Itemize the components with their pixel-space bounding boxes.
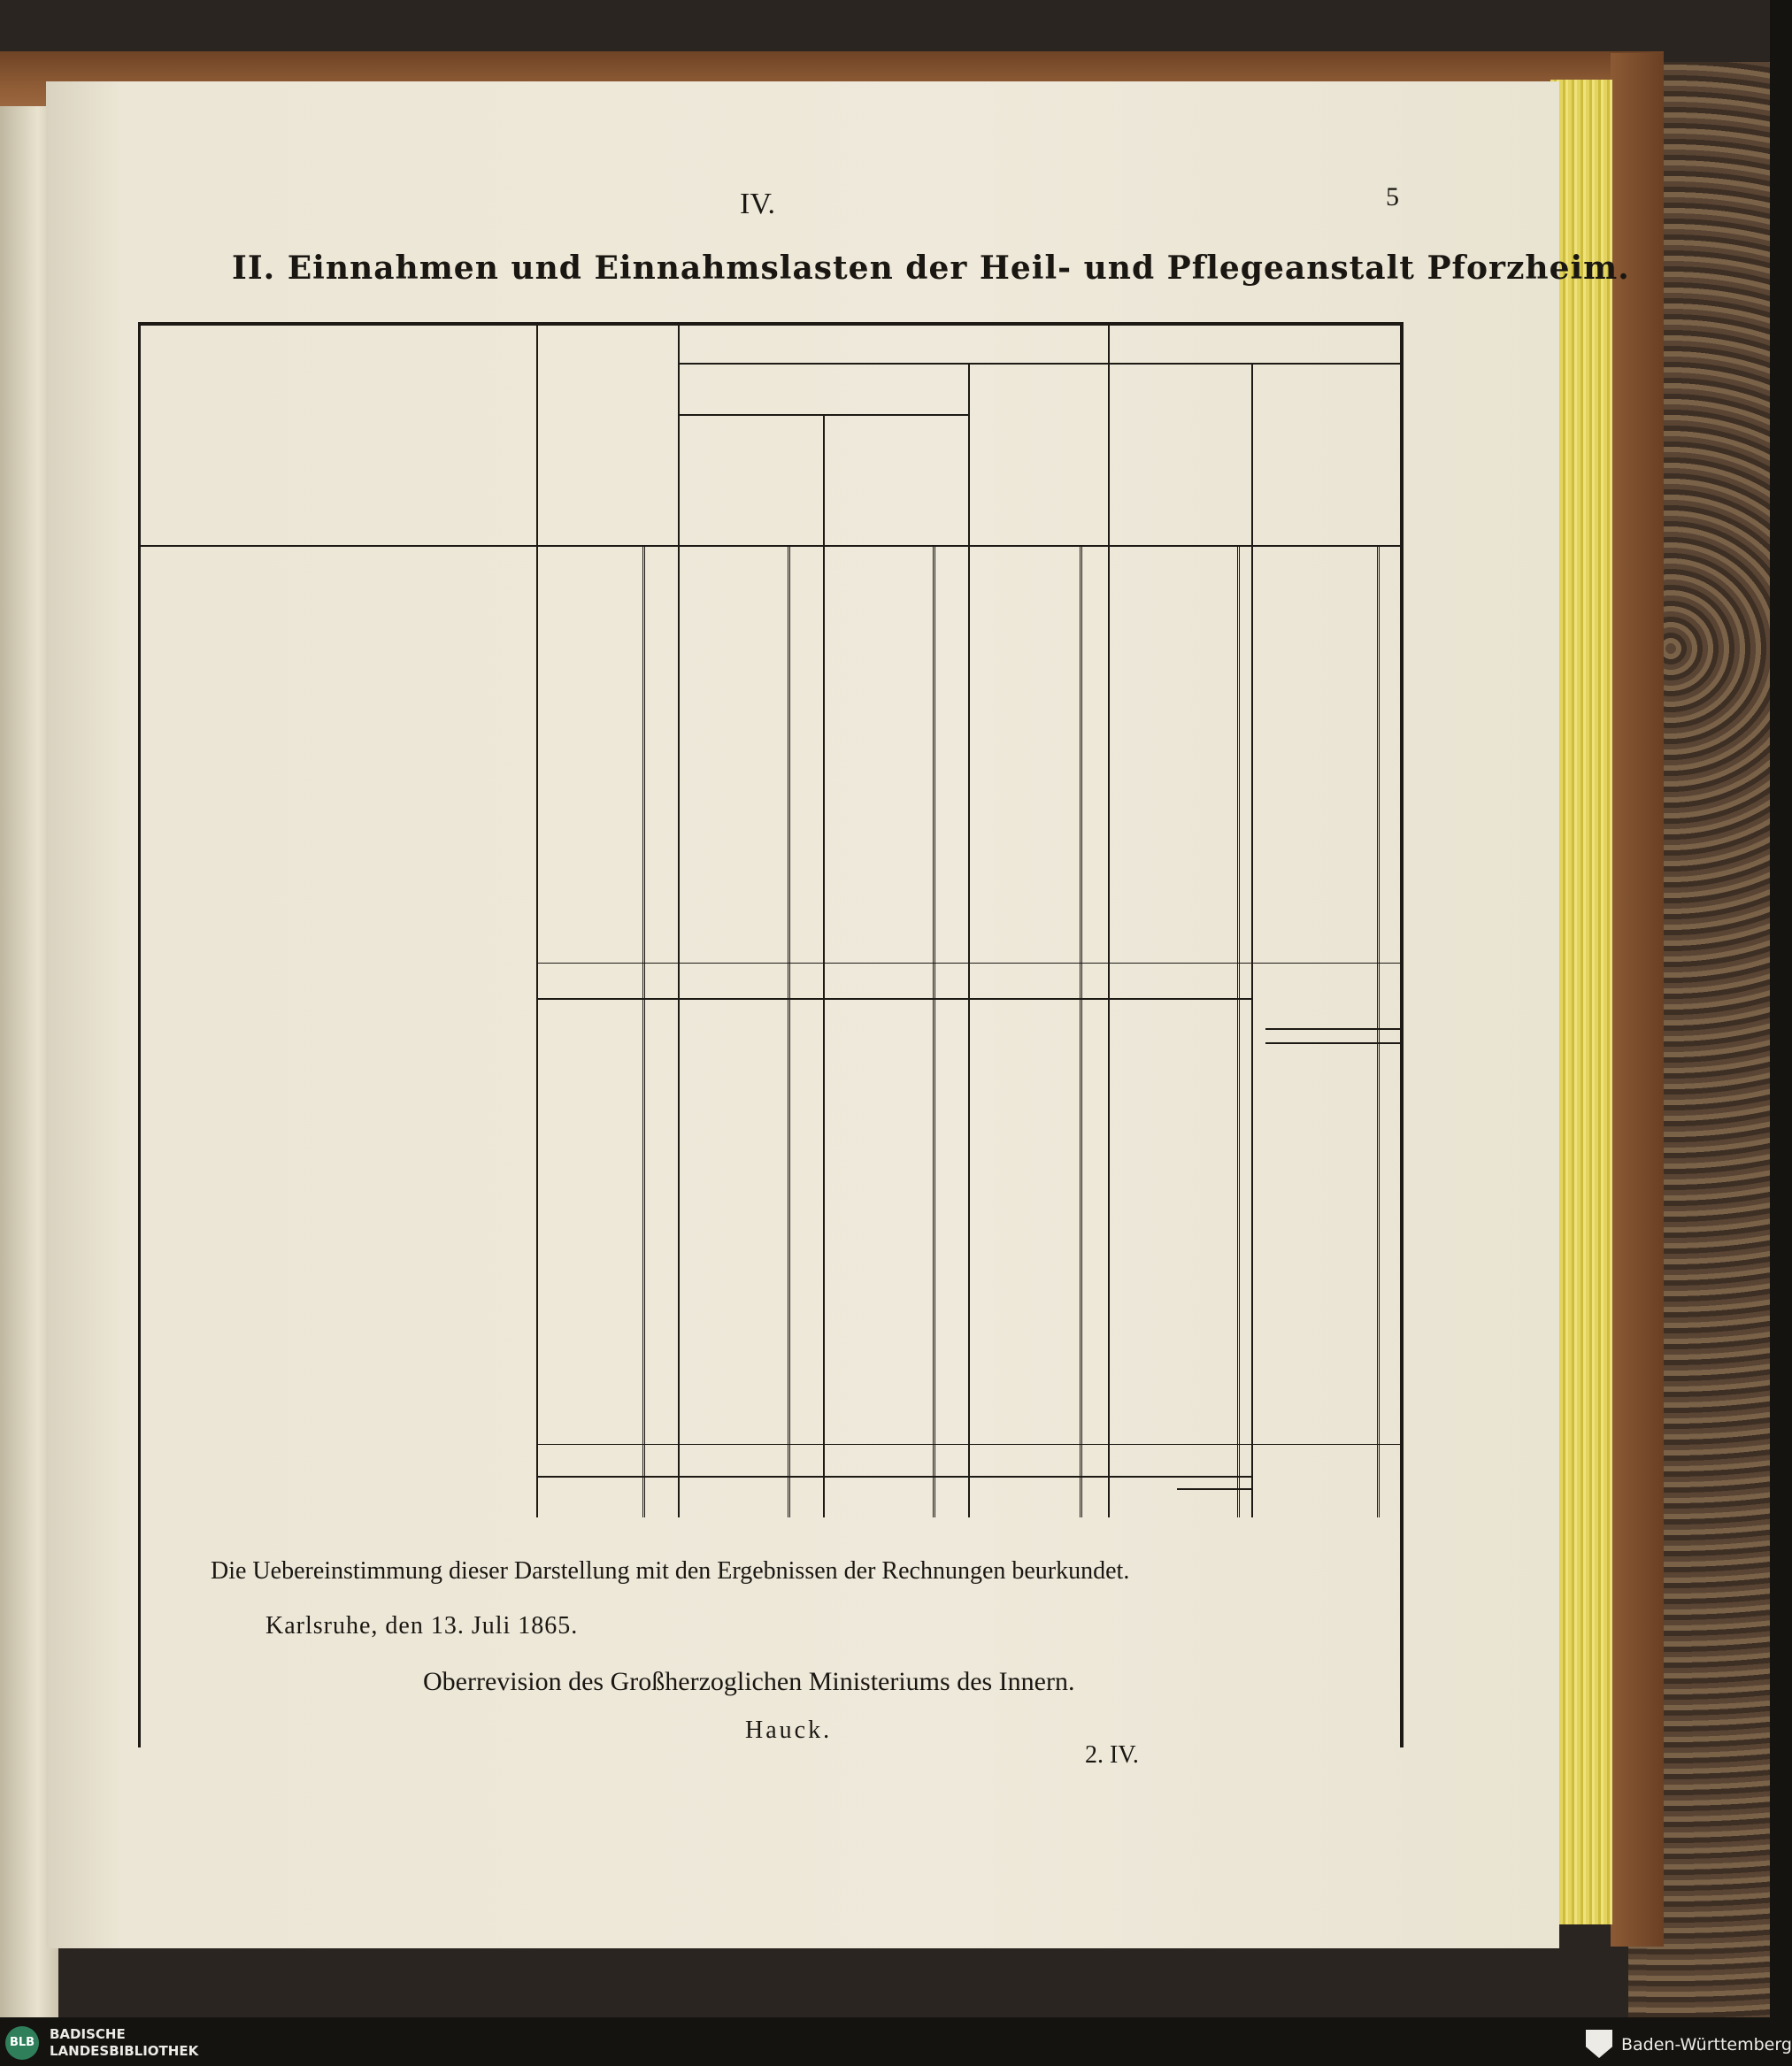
diff-rule (1265, 1028, 1400, 1030)
table-top-border (138, 322, 1404, 326)
header-bottom-rule (138, 545, 1404, 547)
sum-rule-bottom (536, 998, 1251, 1000)
table-rule-v (933, 545, 934, 1517)
table-rule-v (678, 322, 680, 1517)
table-rule-v (1239, 545, 1240, 1517)
section-number: IV. (740, 188, 775, 220)
table-rule-v (536, 322, 538, 1517)
library-name-line1: BADISCHE (50, 2026, 126, 2042)
table-rule-v (1377, 545, 1378, 1517)
library-name-line2: LANDESBIBLIOTHEK (50, 2043, 199, 2059)
table-rule-v (1081, 545, 1082, 1517)
table-right-border (1400, 322, 1404, 1747)
table-rule-v (1237, 545, 1238, 1517)
table-rule-v (1251, 363, 1253, 1517)
diff-rule (1265, 1042, 1400, 1044)
authority: Oberrevision des Großherzoglichen Ministeriums des Innern. (423, 1667, 1075, 1696)
blb-logo-icon: BLB (5, 2026, 39, 2060)
page-number: 5 (1386, 182, 1399, 211)
dieses-group-rule (1108, 363, 1400, 365)
sum-rule-top (536, 1444, 1400, 1445)
footer-bar (0, 2017, 1770, 2066)
state-name: Baden-Württemberg (1621, 2035, 1792, 2054)
diff-rule (1177, 1488, 1251, 1490)
page-title: II. Einnahmen und Einnahmslasten der Heil- und Pflegeanstalt Pforzheim. (232, 250, 1630, 287)
table-rule-v (789, 545, 790, 1517)
signature: Hauck. (745, 1717, 833, 1744)
soll-group-rule (678, 363, 1108, 365)
table-rule-v (823, 414, 825, 1517)
table-rule-v (644, 545, 645, 1517)
signature-mark: 2. IV. (1085, 1741, 1139, 1769)
sum-rule-bottom (536, 1476, 1251, 1478)
table-rule-v (1108, 322, 1110, 1517)
place-date: Karlsruhe, den 13. Juli 1865. (265, 1612, 579, 1640)
table-rule-v (1080, 545, 1081, 1517)
table-left-border (138, 322, 141, 1747)
table-rule-v (642, 545, 643, 1517)
abtheilung-rule (678, 414, 968, 416)
table-rule-v (934, 545, 935, 1517)
table-rule-v (1379, 545, 1380, 1517)
certification-text: Die Uebereinstimmung dieser Darstellung mit den Ergebnissen der Rechnungen beurkundet. (211, 1557, 1130, 1585)
sum-rule-top (536, 963, 1400, 964)
table-rule-v (968, 363, 970, 1517)
